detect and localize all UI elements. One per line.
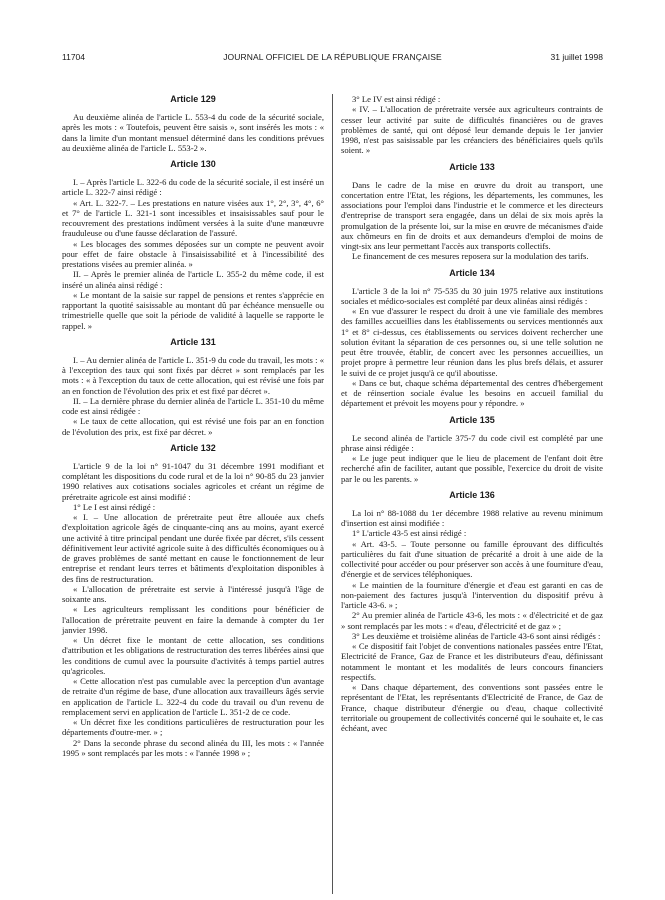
paragraph: 3° Le IV est ainsi rédigé : (352, 94, 441, 104)
article-heading: Article 129 (170, 94, 216, 104)
paragraph: 3° Les deuxième et troisième alinéas de l'article 43-6 sont ainsi rédigés : (352, 630, 601, 641)
article-heading: Article 132 (170, 442, 216, 453)
column-divider (332, 94, 333, 894)
paragraph: Le second alinéa de l'article 375-7 du code civil est complété par une phrase ainsi rédigée : (341, 432, 603, 453)
paragraph: « Le montant de la saisie sur rappel de pensions et rentes s'apprécie en rapportant la quotité saisissable au montant dû par échéance mensuelle ou trimestrielle quelle que soit la période de validité à laquelle se rapporte le rappel. » (62, 289, 324, 331)
paragraph: « Dans ce but, chaque schéma départemental des centres d'hébergement et de réinsertion sociale évalue les besoins en accueil familial du département et prévoit les moyens pour y répondre. » (341, 377, 603, 409)
paragraph: I. – Au dernier alinéa de l'article L. 351-9 du code du travail, les mots : « à l'exception des taux qui sont fixés par décret » sont remplacés par les mots : « à l'exception du taux de cette allocation, qui est révisé une fois par an en fonction de l'évolution des prix et est fixé par décret ». (62, 354, 324, 396)
left-column (62, 94, 324, 758)
paragraph: « Cette allocation n'est pas cumulable avec la perception d'un avantage de retraite d'un régime de base, d'une allocation aux travailleurs âgés servie en application de l'article L. 322-4 du code du travail ou d'un revenu de remplacement servi en application de l'article L. 351-2 de ce code. (62, 676, 324, 717)
paragraph: « Le juge peut indiquer que le lieu de placement de l'enfant doit être recherché afin de faciliter, autant que possible, l'exercice du droit de visite par le ou les parents. » (341, 453, 603, 484)
paragraph: « Les blocages des sommes déposées sur un compte ne peuvent avoir pour effet de faire obstacle à l'insaisissabilité et à l'incessibilité des prestations visées au premier alinéa. » (62, 238, 324, 269)
paragraph: « IV. – L'allocation de préretraite versée aux agriculteurs contraints de cesser leur activité par suite de difficultés financières ou de graves problèmes de santé, qui ont déposé leur demande depuis le 1er janvier 1998, n'est pas saisissable par les créanciers des bénéficiaires quels qu'ils soient. » (341, 104, 603, 156)
paragraph: « Le taux de cette allocation, qui est révisé une fois par an en fonction de l'évolution des prix, est fixé par décret. » (62, 416, 324, 437)
article-heading: Article 131 (170, 336, 216, 347)
paragraph: « Art. 43-5. – Toute personne ou famille éprouvant des difficultés particulières du fait d'une situation de précarité a droit à une aide de la collectivité pour accéder ou pour préserver son accès à une fourniture d'eau, d'énergie et de services téléphoniques. (341, 538, 603, 580)
paragraph: I. – Après l'article L. 322-6 du code de la sécurité sociale, il est inséré un article L. 322-7 ainsi rédigé : (62, 177, 324, 198)
article-heading: Article 133 (449, 161, 495, 172)
paragraph: 1° Le I est ainsi rédigé : (73, 501, 156, 512)
paragraph: L'article 9 de la loi n° 91-1047 du 31 décembre 1991 modifiant et complétant les dispositions du code rural et de la loi n° 90-85 du 23 janvier 1990 relatives aux cotisations sociales agricoles et créant un régime de préretraite agricole est ainsi modifié : (62, 460, 324, 502)
paragraph: 1° L'article 43-5 est ainsi rédigé : (352, 528, 467, 539)
article-heading: Article 136 (449, 489, 495, 500)
paragraph: « En vue d'assurer le respect du droit à une vie familiale des membres des familles accueillies dans les établissements ou services mentionnés aux 1° et 8° ci-dessus, ces établissements ou services doivent rechercher une solution évitant la séparation de ces personnes ou, si une telle solution ne peut être trouvée, établir, de concert avec les personnes accueillies, un projet propre à permettre leur réunion dans les plus brefs délais, et assurer le suivi de ce projet jusqu'à ce qu'il aboutisse. (341, 306, 603, 378)
paragraph: Le financement de ces mesures reposera sur la modulation des tarifs. (352, 251, 589, 262)
article-heading: Article 130 (170, 159, 216, 169)
paragraph: La loi n° 88-1088 du 1er décembre 1988 relative au revenu minimum d'insertion est ainsi modifiée : (341, 507, 603, 528)
paragraph: « Dans chaque département, des conventions sont passées entre le représentant de l'Etat, les représentants d'Electricité de France, de Gaz de France, chaque distributeur d'énergie ou d'eau, chaque collectivité territoriale ou groupement de collectivités concerné qui le souhaite et, le cas échéant, avec (341, 682, 603, 733)
paragraph: « Le maintien de la fourniture d'énergie et d'eau est garanti en cas de non-paiement des factures jusqu'à l'intervention du dispositif prévu à l'article 43-6. » ; (341, 579, 603, 610)
paragraph: « Ce dispositif fait l'objet de conventions nationales passées entre l'Etat, Electricité de France, Gaz de France et les distributeurs d'eau, définissant notamment le montant et les modalités de leurs concours financiers respectifs. (341, 641, 603, 682)
page-header (62, 52, 603, 66)
paragraph: « Les agriculteurs remplissant les conditions pour bénéficier de l'allocation de préretraite peuvent en faire la demande à compter du 1er janvier 1998. (62, 604, 324, 635)
paragraph: 2° Dans la seconde phrase du second alinéa du III, les mots : « l'année 1995 » sont remplacés par les mots : « l'année 1998 » ; (62, 737, 324, 758)
paragraph: 2° Au premier alinéa de l'article 43-6, les mots : « d'électricité et de gaz » sont remplacés par les mots : « d'eau, d'électricité et de gaz » ; (341, 610, 603, 631)
article-heading: Article 135 (449, 414, 495, 425)
page-number: 11704 (62, 52, 86, 62)
paragraph: « Un décret fixe les conditions particulières de restructuration pour les départements d'outre-mer. » ; (62, 717, 324, 738)
paragraph: « I. – Une allocation de préretraite peut être allouée aux chefs d'exploitation agricole âgés de cinquante-cinq ans au moins, ayant exercé une activité à titre principal pendant une durée fixée par décret, s'ils cessent définitivement leur activité agricole suite à des difficultés économiques ou à de graves problèmes de santé mettant en cause le fonctionnement de leur entreprise et rendant leurs terres et bâtiments d'exploitation disponibles à des fins de restructuration. (62, 512, 324, 584)
right-column (341, 94, 603, 733)
publication-date: 31 juillet 1998 (550, 52, 603, 62)
paragraph: « Art. L. 322-7. – Les prestations en nature visées aux 1°, 2°, 3°, 4°, 6° et 7° de l'article L. 321-1 sont incessibles et insaisissables sauf pour le recouvrement des prestations indûment versées à la suite d'une manœuvre frauduleuse ou d'une fausse déclaration de l'assuré. (62, 197, 324, 239)
journal-title: JOURNAL OFFICIEL DE LA RÉPUBLIQUE FRANÇAISE (223, 52, 442, 62)
paragraph: II. – Après le premier alinéa de l'article L. 355-2 du même code, il est inséré un alinéa ainsi rédigé : (62, 269, 324, 290)
paragraph: Au deuxième alinéa de l'article L. 553-4 du code de la sécurité sociale, après les mots : « Toutefois, peuvent être saisis », sont insérés les mots : « dans la limite d'un montant mensuel déterminé dans les conditions prévues au deuxième alinéa de l'article L. 553-2 ». (62, 112, 324, 153)
paragraph: L'article 3 de la loi n° 75-535 du 30 juin 1975 relative aux institutions sociales et médico-sociales est complété par deux alinéas ainsi rédigés : (341, 285, 603, 306)
paragraph: II. – La dernière phrase du dernier alinéa de l'article L. 351-10 du même code est ainsi rédigée : (62, 395, 324, 416)
paragraph: Dans le cadre de la mise en œuvre du droit au transport, une concertation entre l'Etat, les régions, les départements, les communes, les associations pour l'emploi dans l'industrie et le commerce et les directeurs d'entreprise de transport sera engagée, dans un délai de six mois après la promulgation de la présente loi, sur la mise en œuvre de mécanismes d'aide aux chômeurs en fin de droits et aux demandeurs d'emploi de moins de vingt-six ans leur permettant l'accès aux transports collectifs. (341, 179, 603, 251)
paragraph: « Un décret fixe le montant de cette allocation, ses conditions d'attribution et les obligations de restructuration des terres libérées ainsi que les conditions de cumul avec la poursuite d'activités à temps partiel autres qu'agricoles. (62, 635, 324, 676)
paragraph: « L'allocation de préretraite est servie à l'intéressé jusqu'à l'âge de soixante ans. (62, 583, 324, 604)
article-heading: Article 134 (449, 267, 495, 278)
